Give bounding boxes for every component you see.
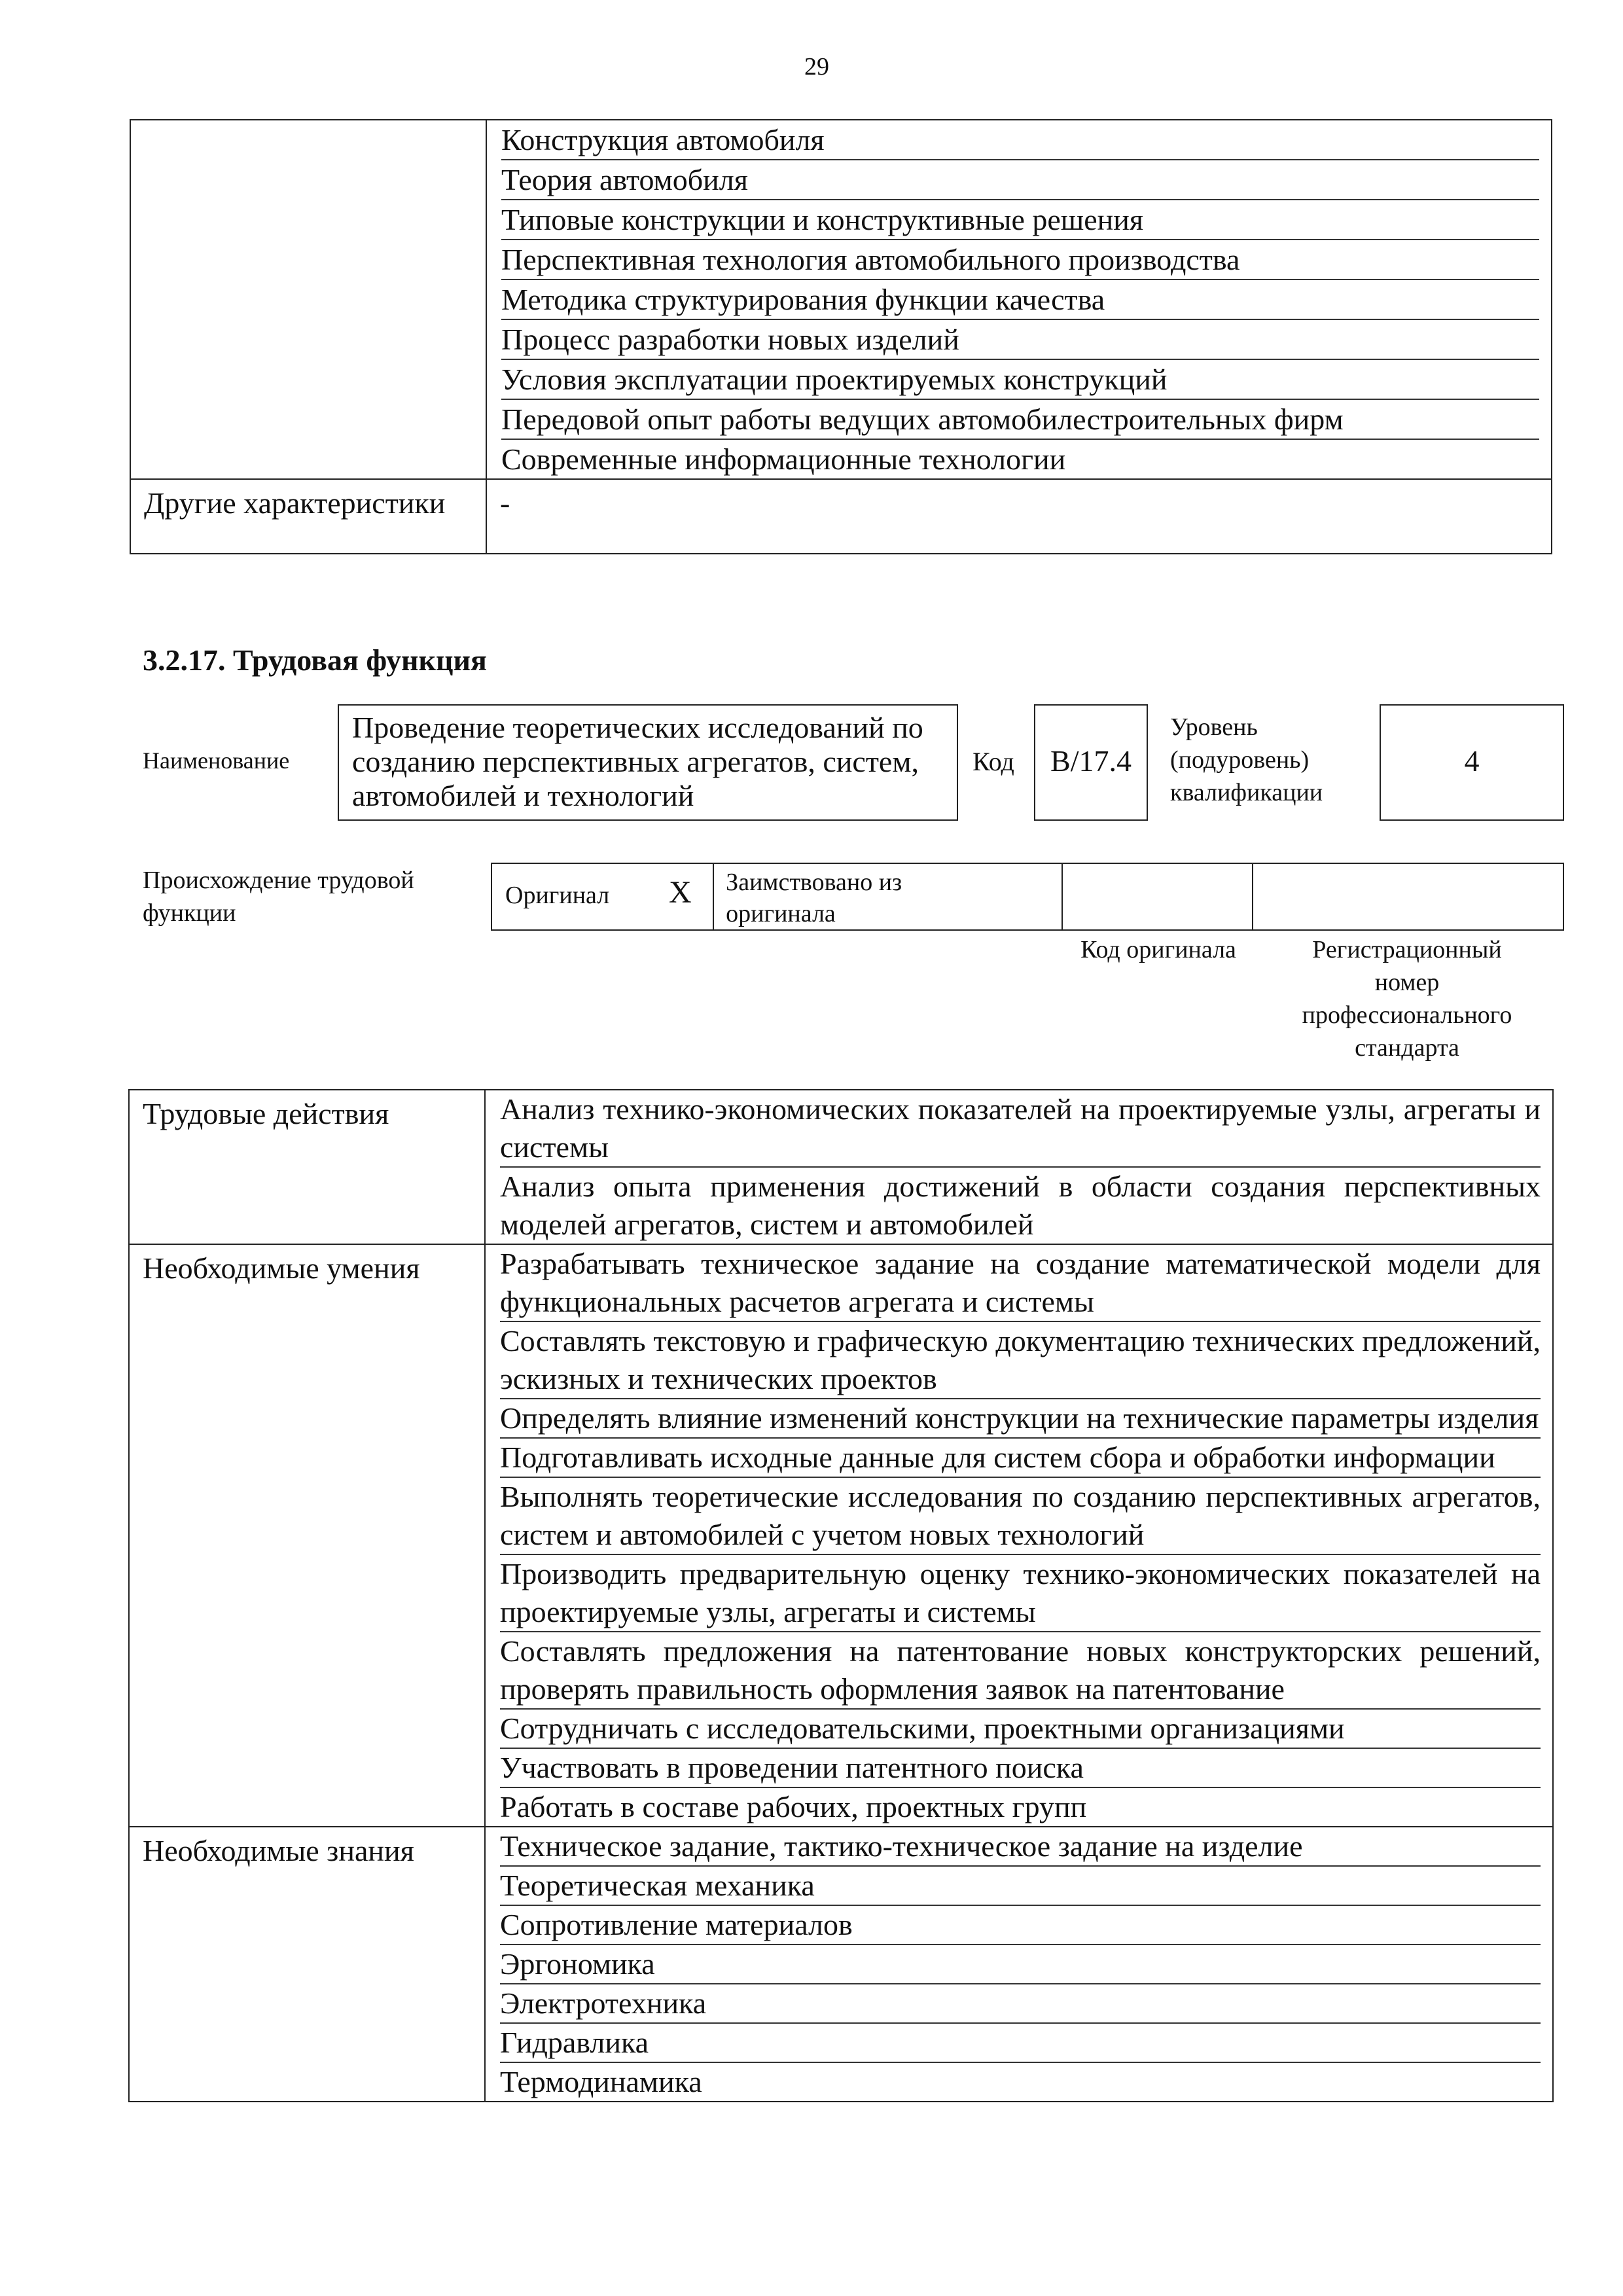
row-label: Необходимые умения [143, 1251, 420, 1285]
other-characteristics-value: - [500, 486, 510, 520]
list-item: Участвовать в проведении патентного поиска [500, 1749, 1541, 1788]
code-value-box [1034, 704, 1148, 821]
row-label: Трудовые действия [143, 1097, 389, 1130]
row-items [486, 1827, 1552, 2101]
reg-number-label: Регистрационный номер профессионального стандарта [1302, 936, 1512, 1062]
code-label: Код [972, 747, 1014, 776]
code-original-cell [1063, 864, 1253, 929]
name-value-box [338, 704, 958, 821]
list-item: Теория автомобиля [501, 160, 1539, 200]
list-item: Электротехника [500, 1984, 1541, 2024]
section-heading: 3.2.17. Трудовая функция [143, 643, 487, 677]
list-item: Разрабатывать техническое задание на создание математической модели для функциональных расчетов агрегата и системы [500, 1245, 1541, 1322]
labor-function-table [128, 1089, 1554, 2102]
list-item: Конструкция автомобиля [501, 120, 1539, 160]
other-characteristics-row [130, 479, 1552, 554]
original-cell [492, 864, 714, 929]
origin-label: Происхождение трудовой функции [143, 867, 414, 927]
list-item: Анализ опыта применения достижений в области создания перспективных моделей агрегатов, систем и автомобилей [500, 1170, 1541, 1241]
list-item: Перспективная технология автомобильного производства [501, 240, 1539, 280]
level-value: 4 [1464, 744, 1480, 778]
required-skills-row [129, 1244, 1553, 1827]
original-label: Оригинал [505, 882, 610, 909]
code-value: В/17.4 [1050, 744, 1132, 778]
reg-number-cell [1253, 864, 1563, 929]
continuation-table [130, 119, 1552, 554]
list-item: Методика структурирования функции качества [501, 280, 1539, 320]
original-mark: X [669, 875, 692, 910]
borrowed-cell [714, 864, 1063, 929]
name-label: Наименование [143, 747, 290, 774]
list-item: Составлять предложения на патентование новых конструкторских решений, проверять правильность оформления заявок на патентование [500, 1632, 1541, 1710]
list-item: Сотрудничать с исследовательскими, проектными организациями [500, 1710, 1541, 1749]
required-knowledge-row [129, 1827, 1553, 2102]
list-item: Сопротивление материалов [500, 1906, 1541, 1945]
row-label: Необходимые знания [143, 1834, 414, 1867]
list-item: Производить предварительную оценку технико-экономических показателей на проектируемые узлы, агрегаты и системы [500, 1555, 1541, 1632]
level-value-box [1380, 704, 1564, 821]
list-item: Эргономика [500, 1945, 1541, 1984]
list-item: Работать в составе рабочих, проектных групп [500, 1790, 1087, 1823]
empty-label-cell [130, 120, 486, 479]
row-items [486, 1245, 1552, 1826]
level-label: Уровень (подуровень) квалификации [1170, 713, 1323, 806]
list-item: Типовые конструкции и конструктивные решения [501, 200, 1539, 240]
list-item: Термодинамика [500, 2065, 702, 2098]
list-item: Современные информационные технологии [501, 442, 1066, 476]
list-item: Определять влияние изменений конструкции на технические параметры изделия [500, 1399, 1541, 1439]
page-number: 29 [804, 53, 829, 81]
borrowed-label: Заимствовано из оригинала [726, 869, 902, 927]
knowledge-list [486, 120, 1552, 479]
code-original-label: Код оригинала [1080, 936, 1236, 963]
list-item: Анализ технико-экономических показателей на проектируемые узлы, агрегаты и системы [500, 1090, 1541, 1168]
list-item: Подготавливать исходные данные для систем сбора и обработки информации [500, 1439, 1541, 1478]
list-item: Условия эксплуатации проектируемых конструкций [501, 360, 1539, 400]
list-item: Теоретическая механика [500, 1867, 1541, 1906]
labor-actions-row [129, 1090, 1553, 1244]
list-item: Составлять текстовую и графическую документацию технических предложений, эскизных и технических проектов [500, 1322, 1541, 1399]
knowledge-continuation-row [130, 120, 1552, 479]
list-item: Выполнять теоретические исследования по созданию перспективных агрегатов, систем и автомобилей с учетом новых технологий [500, 1478, 1541, 1555]
list-item: Техническое задание, тактико-техническое задание на изделие [500, 1827, 1541, 1867]
name-value: Проведение теоретических исследований по созданию перспективных агрегатов, систем, автомобилей и технологий [352, 711, 923, 812]
list-item: Гидравлика [500, 2024, 1541, 2063]
other-characteristics-label: Другие характеристики [144, 486, 446, 520]
list-item: Передовой опыт работы ведущих автомобилестроительных фирм [501, 400, 1539, 440]
list-item: Процесс разработки новых изделий [501, 320, 1539, 360]
origin-row [491, 863, 1564, 931]
row-items [486, 1090, 1552, 1244]
